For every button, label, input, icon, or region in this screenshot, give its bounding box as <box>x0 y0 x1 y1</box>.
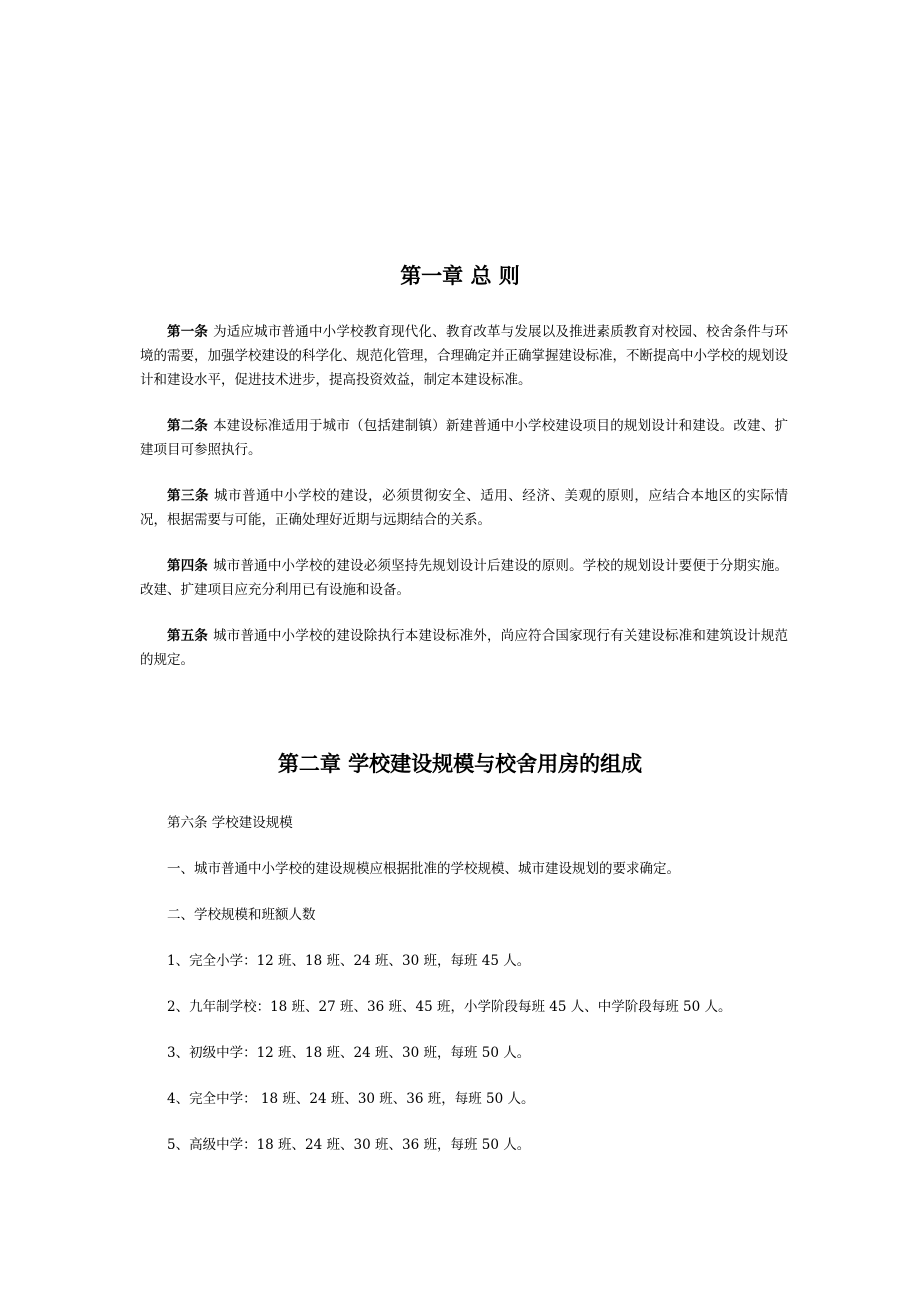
article-4-label: 第四条 <box>167 558 209 574</box>
article-4 <box>140 554 788 602</box>
article-5-text: 城市普通中小学校的建设除执行本建设标准外，尚应符合国家现行有关建设标准和建筑设计规范的规定。 <box>140 628 789 668</box>
article-5 <box>140 624 788 672</box>
chapter-2-title: 第二章 学校建设规模与校舍用房的组成 <box>277 752 643 776</box>
article-4-text: 城市普通中小学校的建设必须坚持先规划设计后建设的原则。学校的规划设计要便于分期实施。改建、扩建项目应充分利用已有设施和设备。 <box>140 558 789 598</box>
list-item-3: 3、初级中学：12 班、18 班、24 班、30 班，每班 50 人。 <box>167 1045 531 1061</box>
list-item-5: 5、高级中学：18 班、24 班、30 班、36 班，每班 50 人。 <box>167 1137 531 1153</box>
article-2 <box>140 414 788 462</box>
list-item-2: 2、九年制学校：18 班、27 班、36 班、45 班，小学阶段每班 45 人、中学阶段每班 50 人。 <box>167 999 732 1015</box>
article-3 <box>140 484 788 532</box>
article-1 <box>140 320 788 392</box>
article-2-label: 第二条 <box>167 418 209 434</box>
list-item-1: 1、完全小学：12 班、18 班、24 班、30 班，每班 45 人。 <box>167 953 531 969</box>
article-1-text: 为适应城市普通中小学校教育现代化、教育改革与发展以及推进素质教育对校园、校舍条件与环境的需要，加强学校建设的科学化、规范化管理，合理确定并正确掌握建设标准，不断提高中小学校的规划设计和建设水平，促进技术进步，提高投资效益，制定本建设标准。 <box>140 324 789 388</box>
article-3-text: 城市普通中小学校的建设，必须贯彻安全、适用、经济、美观的原则，应结合本地区的实际情况，根据需要与可能，正确处理好近期与远期结合的关系。 <box>140 488 789 528</box>
clause-2: 二、学校规模和班额人数 <box>167 907 316 923</box>
article-6-heading: 第六条 学校建设规模 <box>167 815 293 831</box>
list-item-4: 4、完全中学： 18 班、24 班、30 班、36 班，每班 50 人。 <box>167 1091 535 1107</box>
article-3-label: 第三条 <box>167 488 210 504</box>
chapter-1-title: 第一章 总 则 <box>400 264 520 288</box>
article-5-label: 第五条 <box>167 628 209 644</box>
clause-1: 一、城市普通中小学校的建设规模应根据批准的学校规模、城市建设规划的要求确定。 <box>167 861 680 877</box>
article-1-label: 第一条 <box>167 324 209 340</box>
article-2-text: 本建设标准适用于城市（包括建制镇）新建普通中小学校建设项目的规划设计和建设。改建、扩建项目可参照执行。 <box>140 418 789 458</box>
